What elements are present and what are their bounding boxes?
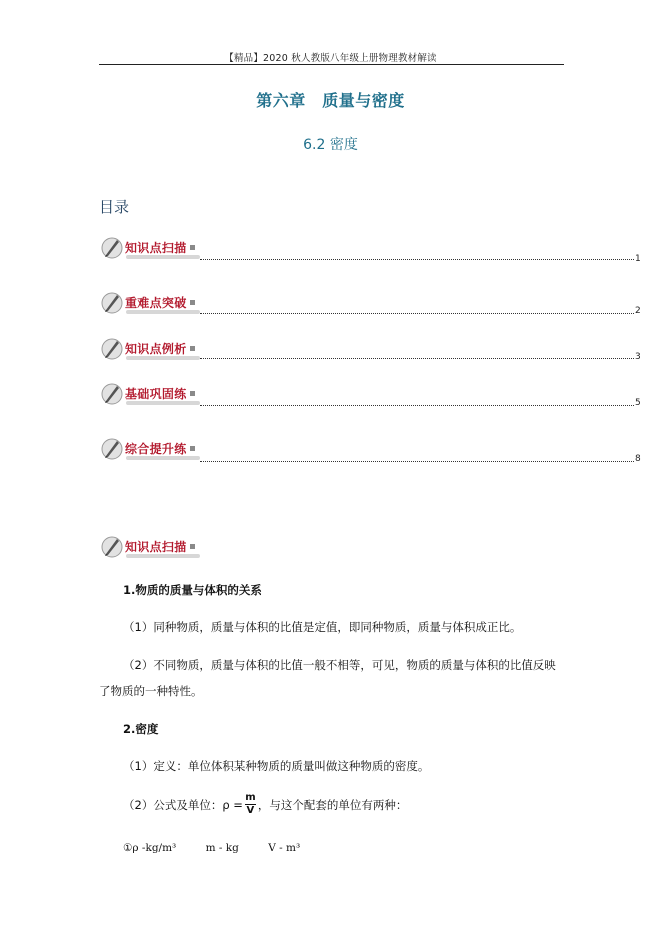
square-icon — [190, 300, 195, 305]
toc-leader-dots — [200, 313, 634, 314]
toc-page-number[interactable]: 1 — [635, 254, 641, 264]
section-badge-label: 知识点扫描 — [125, 539, 187, 554]
toc-item-badge[interactable] — [100, 335, 200, 361]
toc-page-number[interactable]: 8 — [635, 454, 641, 464]
formula-suffix: ，与这个配套的单位有两种： — [257, 797, 408, 812]
toc-leader-dots — [200, 405, 634, 406]
square-icon — [190, 245, 195, 250]
toc-leader-dots — [200, 358, 634, 359]
paragraph-definition: （1）定义：单位体积某种物质的质量叫做这种物质的密度。 — [123, 759, 430, 773]
badge-underline — [126, 401, 200, 405]
chapter-title: 第六章 质量与密度 — [256, 91, 405, 110]
toc-page-number[interactable]: 5 — [635, 398, 641, 408]
fraction — [245, 793, 256, 816]
pen-icon — [100, 235, 124, 259]
square-icon — [190, 544, 195, 549]
toc-leader-dots — [200, 259, 634, 260]
toc-item-label: 重难点突破 — [125, 295, 187, 310]
square-icon — [190, 391, 195, 396]
unit-density: ①ρ -kg/m³ — [123, 842, 177, 854]
badge-underline — [126, 456, 200, 460]
toc-item-badge[interactable] — [100, 289, 200, 315]
toc-leader-dots — [200, 461, 634, 462]
header-divider — [99, 64, 564, 65]
section-badge — [100, 533, 200, 559]
toc-item-badge[interactable] — [100, 380, 200, 406]
toc-item-badge[interactable] — [100, 435, 200, 461]
fraction-denominator: V — [246, 805, 255, 816]
toc-item-badge[interactable] — [100, 234, 200, 260]
toc-page-number[interactable]: 2 — [635, 306, 641, 316]
square-icon — [190, 446, 195, 451]
paragraph: （1）同种物质，质量与体积的比值是定值，即同种物质，质量与体积成正比。 — [123, 620, 522, 634]
toc-item-label: 基础巩固练 — [125, 386, 187, 401]
pen-icon — [100, 290, 124, 314]
page-header: 【精品】2020 秋人教版八年级上册物理教材解读 — [224, 53, 437, 64]
units-line — [123, 842, 326, 854]
unit-mass: m - kg — [205, 842, 239, 854]
heading-density: 2.密度 — [123, 722, 159, 736]
toc-title: 目录 — [99, 198, 130, 216]
paragraph-continuation: 了物质的一种特性。 — [99, 684, 203, 698]
section-title: 6.2 密度 — [303, 137, 358, 153]
density-formula — [123, 793, 407, 816]
fraction-numerator: m — [245, 792, 256, 803]
pen-icon — [100, 381, 124, 405]
paragraph: （2）不同物质，质量与体积的比值一般不相等，可见，物质的质量与体积的比值反映 — [123, 658, 556, 672]
toc-item-label: 综合提升练 — [125, 441, 187, 456]
badge-underline — [126, 356, 200, 360]
pen-icon — [100, 436, 124, 460]
badge-underline — [126, 554, 200, 558]
pen-icon — [100, 534, 124, 558]
toc-item-label: 知识点例析 — [125, 341, 187, 356]
pen-icon — [100, 336, 124, 360]
unit-volume: V - m³ — [268, 842, 301, 854]
heading-mass-volume: 1.物质的质量与体积的关系 — [123, 583, 262, 597]
badge-underline — [126, 255, 200, 259]
toc-page-number[interactable]: 3 — [635, 352, 641, 362]
badge-underline — [126, 310, 200, 314]
formula-prefix: （2）公式及单位：ρ = — [123, 797, 243, 812]
toc-item-label: 知识点扫描 — [125, 240, 187, 255]
square-icon — [190, 346, 195, 351]
